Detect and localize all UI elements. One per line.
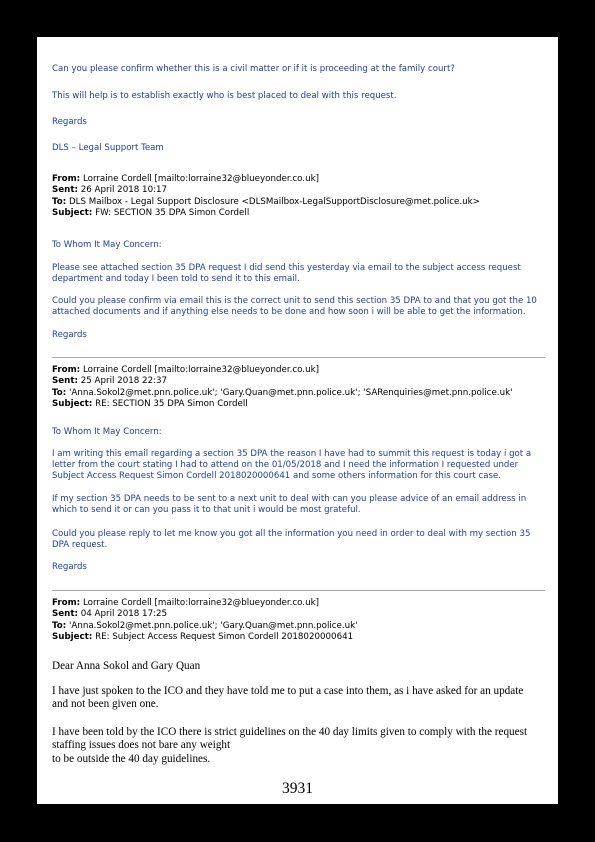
email1-greeting: To Whom It May Concern: bbox=[52, 240, 162, 250]
top-line-2: This will help is to establish exactly who is best placed to deal with this request. bbox=[52, 91, 397, 101]
email2-sent: Sent: 25 April 2018 22:37 bbox=[52, 376, 168, 387]
email2-regards: Regards bbox=[52, 562, 87, 572]
email2-from-address[interactable]: Lorraine Cordell [mailto:lorraine32@blueyonder.co.uk] bbox=[82, 365, 319, 375]
email3-paragraph-2: I have been told by the ICO there is strict guidelines on the 40 day limits given to comply with the request staffing issues does not bare any weight bbox=[52, 726, 528, 751]
email2-paragraph-3: Could you please reply to let me know you got all the information you need in order to deal with my section 35 DPA request. bbox=[52, 529, 531, 550]
email3-greeting: Dear Anna Sokol and Gary Quan bbox=[52, 660, 201, 672]
email3-from: From: Lorraine Cordell [mailto:lorraine32@blueyonder.co.uk] bbox=[52, 598, 319, 608]
document-page bbox=[37, 37, 558, 804]
email1-from: From: Lorraine Cordell [mailto:lorraine32@blueyonder.co.uk] bbox=[52, 174, 319, 184]
email2-from: From: Lorraine Cordell [mailto:lorraine32@blueyonder.co.uk] bbox=[52, 365, 319, 375]
email1-header bbox=[52, 174, 548, 219]
email3-header bbox=[52, 598, 548, 643]
email2-header bbox=[52, 365, 548, 410]
divider bbox=[52, 590, 545, 591]
email2-greeting: To Whom It May Concern: bbox=[52, 427, 162, 437]
top-regards: Regards bbox=[52, 117, 87, 127]
page-number: 3931 bbox=[282, 780, 313, 797]
email1-paragraph-2: Could you please confirm via email this is the correct unit to send this section 35 DPA to and that you got the 10 attached documents and if anything else needs to be done and how soon i will be able to get the information. bbox=[52, 296, 537, 317]
email1-to: To: DLS Mailbox - Legal Support Disclosure <DLSMailbox-LegalSupportDisclosure@met.police.uk> bbox=[52, 196, 480, 207]
email1-paragraph-1: Please see attached section 35 DPA request I did send this yesterday via email to the subject access request department and today I been told to send it to this email. bbox=[52, 263, 521, 284]
email3-to: To: 'Anna.Sokol2@met.pnn.police.uk'; 'Gary.Quan@met.pnn.police.uk' bbox=[52, 620, 358, 631]
email3-from-address[interactable]: Lorraine Cordell [mailto:lorraine32@blueyonder.co.uk] bbox=[82, 598, 319, 608]
email3-subject: Subject: RE: Subject Access Request Simon Cordell 2018020000641 bbox=[52, 631, 354, 642]
top-line-1: Can you please confirm whether this is a civil matter or if it is proceeding at the family court? bbox=[52, 64, 455, 74]
email2-paragraph-2: If my section 35 DPA needs to be sent to a next unit to deal with can you please advice of an email address in which to send it or can you pass it to that unit i would be most grateful. bbox=[52, 494, 527, 515]
email2-to: To: 'Anna.Sokol2@met.pnn.police.uk'; 'Gary.Quan@met.pnn.police.uk'; 'SARenquiries@met.pnn.police.uk' bbox=[52, 387, 513, 398]
email2-subject: Subject: RE: SECTION 35 DPA Simon Cordell bbox=[52, 398, 248, 409]
email1-from-address[interactable]: Lorraine Cordell [mailto:lorraine32@blueyonder.co.uk] bbox=[82, 174, 319, 184]
email1-regards: Regards bbox=[52, 330, 87, 340]
email1-sent: Sent: 26 April 2018 10:17 bbox=[52, 185, 168, 196]
email3-paragraph-2-end: to be outside the 40 day guidelines. bbox=[52, 753, 211, 765]
top-signature: DLS – Legal Support Team bbox=[52, 143, 164, 153]
divider bbox=[52, 357, 545, 358]
email2-paragraph-1: I am writing this email regarding a section 35 DPA the reason I have had to summit this request is today i got a letter from the court stating I had to attend on the 01/05/2018 and I need the information I requested under Subject Access Request Simon Cordell 2018020000641 and some others information for this court case. bbox=[52, 449, 532, 481]
email3-sent: Sent: 04 April 2018 17:25 bbox=[52, 609, 168, 620]
email1-subject: Subject: FW: SECTION 35 DPA Simon Cordell bbox=[52, 207, 250, 218]
email3-paragraph-1: I have just spoken to the ICO and they have told me to put a case into them, as i have asked for an update and not been given one. bbox=[52, 685, 524, 710]
